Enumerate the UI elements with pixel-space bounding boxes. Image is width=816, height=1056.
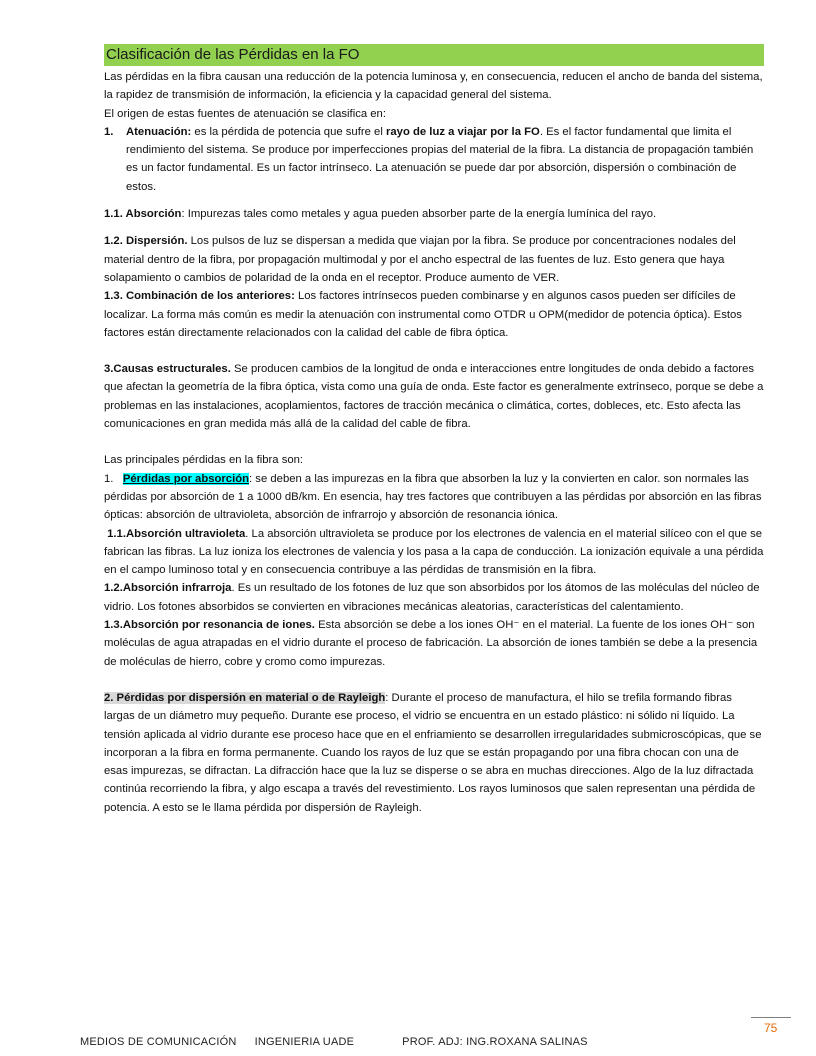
footer-divider bbox=[751, 1017, 791, 1018]
dispersion-title: 1.2. Dispersión. bbox=[104, 235, 188, 248]
footer-school: INGENIERIA UADE bbox=[254, 1036, 355, 1048]
footer-professor: PROF. ADJ: ING.ROXANA SALINAS bbox=[402, 1036, 588, 1048]
principal-losses-paragraph: Las principales pérdidas en la fibra son: bbox=[104, 454, 304, 467]
attenuation-text bbox=[126, 123, 764, 196]
structural-text: Se producen cambios de la longitud de onda e interacciones entre longitudes de onda debido a factores que afectan la geometría de la fibra óptica, vista como una guía de onda. Este factor es generalmente extrínseco, porque se debe a problemas en las instalaciones, acoplamientos, factores de tracción mecánica o climática, cortes, dobleces, etc. Esto afecta las comunicaciones en gran medida más allá de la calidad del cable de fibra. bbox=[104, 363, 764, 431]
absorption-losses-text: : se deben a las impurezas en la fibra que absorben la luz y la convierten en calor. son normales las pérdidas por absorción de 1 a 1000 dB/km. En esencia, hay tres factores que contribuyen a las pérdidas por absorción en las fibras ópticas: absorción de ultravioleta, absorción de infrarrojo y absorción de resonancia iónica. bbox=[104, 472, 762, 522]
footer-course: MEDIOS DE COMUNICACIÓN bbox=[80, 1036, 237, 1048]
combination-paragraph bbox=[104, 287, 764, 342]
ir-absorption-paragraph bbox=[104, 579, 764, 616]
absorption-losses-paragraph bbox=[104, 470, 764, 525]
list-number: 1. bbox=[104, 125, 114, 138]
uv-absorption-text: . La absorción ultravioleta se produce por los electrones de valencia en el material silíceo con el que se fabrican las fibras. La luz ioniza los electrones de valencia y los pasa a la capa de conducción. La ionización equivale a una pérdida en el campo luminoso total y en consecuencia contribuye a las pérdidas de transmisión en la fibra. bbox=[104, 527, 764, 577]
uv-absorption-title: 1.1.Absorción ultravioleta bbox=[107, 527, 246, 540]
origin-paragraph: El origen de estas fuentes de atenuación se clasifica en: bbox=[104, 107, 386, 120]
attenuation-text-2: . Es el factor fundamental que limita el rendimiento del sistema. Se produce por imperfecciones propias del material de la fibra. La distancia de propagación también es un factor fundamental. Es un factor intrínseco. La atenuación se puede dar por absorción, dispersión o combinación de estos. bbox=[126, 125, 754, 193]
absorption-paragraph bbox=[104, 205, 764, 223]
rayleigh-paragraph bbox=[104, 689, 764, 817]
rayleigh-title: 2. Pérdidas por dispersión en material o de Rayleigh bbox=[104, 691, 386, 704]
rayleigh-text: : Durante el proceso de manufactura, el hilo se trefila formando fibras largas de un diámetro muy pequeño. Durante ese proceso, el vidrio se encuentra en un estado plástico: ni sólido ni líquido. La tensión aplicada al vidrio durante ese proceso hace que en el enfriamiento se desarrollen irregularidades submicroscópicas, que se incorporan a la fibra en forma permanente. Cuando los rayos de luz que se están propagando por una fibra chocan con una de esas impurezas, se difractan. La difracción hace que la luz se disperse o se abra en muchas direcciones. Algo de la luz difractada continúa recorriendo la fibra, y algo escapa a través del revestimiento. Los rayos luminosos que salen representan una pérdida de potencia. A esto se le llama pérdida por dispersión de Rayleigh. bbox=[104, 691, 762, 814]
ion-absorption-paragraph bbox=[104, 616, 764, 671]
page-footer bbox=[80, 1036, 780, 1048]
list-item-attenuation bbox=[104, 123, 764, 196]
absorption-text: : Impurezas tales como metales y agua pueden absorber parte de la energía lumínica del rayo. bbox=[181, 208, 657, 221]
section-heading: Clasificación de las Pérdidas en la FO bbox=[104, 44, 764, 66]
uv-absorption-paragraph bbox=[104, 525, 764, 580]
intro-paragraph: Las pérdidas en la fibra causan una reducción de la potencia luminosa y, en consecuencia, reducen el ancho de banda del sistema, la rapidez de transmisión de información, la eficiencia y la capacidad general del sistema. bbox=[104, 71, 763, 102]
ion-absorption-title: 1.3.Absorción por resonancia de iones. bbox=[104, 619, 315, 632]
absorption-losses-title: Pérdidas por absorción bbox=[122, 472, 250, 485]
dispersion-paragraph bbox=[104, 232, 764, 287]
attenuation-text-1: es la pérdida de potencia que sufre el bbox=[191, 125, 386, 138]
combination-text: Los factores intrínsecos pueden combinarse y en algunos casos pueden ser difíciles de localizar. La forma más común es medir la atenuación con instrumental como OTDR u OPM(medidor de potencia óptica). Estos factores están directamente relacionados con la calidad del cable de fibra óptica. bbox=[104, 290, 742, 339]
ion-absorption-text: Esta absorción se debe a los iones OH⁻ en el material. La fuente de los iones OH⁻ son moléculas de agua atrapadas en el vidrio durante el proceso de fabricación. La absorción de iones también se debe a la presencia de moléculas de hierro, cobre y cromo como impurezas. bbox=[104, 619, 758, 668]
dispersion-text: Los pulsos de luz se dispersan a medida que viajan por la fibra. Se produce por concentraciones nodales del material dentro de la fibra, por propagación multimodal y por el ancho espectral de las fuentes de luz. Esto genera que haya solapamiento o cambios de polaridad de la onda en el receptor. Produce aumento de VER. bbox=[104, 235, 736, 284]
ir-absorption-text: . Es un resultado de los fotones de luz que son absorbidos por los átomos de las moléculas del núcleo de vidrio. Los fotones absorbidos se convierten en vibraciones mecánicas aleatorias, características del calentamiento. bbox=[104, 582, 760, 613]
structural-title: 3.Causas estructurales. bbox=[104, 363, 231, 376]
attenuation-title: Atenuación: bbox=[126, 125, 192, 138]
ir-absorption-title: 1.2.Absorción infrarroja bbox=[104, 582, 232, 595]
attenuation-bold: rayo de luz a viajar por la FO bbox=[385, 125, 540, 138]
absorption-title: 1.1. Absorción bbox=[104, 208, 182, 221]
page-number: 75 bbox=[764, 1021, 778, 1035]
combination-title: 1.3. Combinación de los anteriores: bbox=[104, 290, 295, 303]
list-number: 1. bbox=[104, 472, 114, 485]
document-page bbox=[104, 44, 764, 817]
structural-paragraph bbox=[104, 360, 764, 433]
